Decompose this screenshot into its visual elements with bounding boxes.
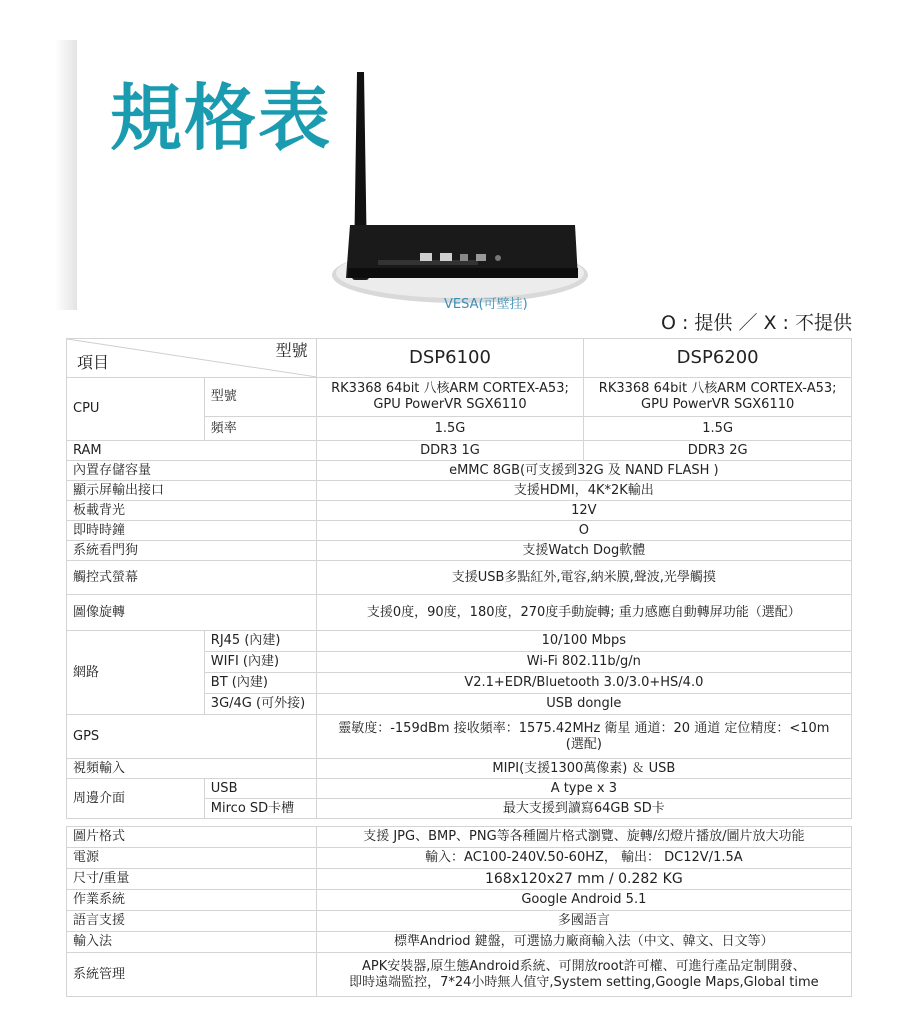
- spec-label: 圖片格式: [67, 827, 317, 848]
- network-sub-label: 3G/4G (可外接): [204, 694, 316, 715]
- media-box-icon: [346, 225, 578, 278]
- cpu-freq-dsp6100: 1.5G: [316, 417, 584, 441]
- spec-value: 168x120x27 mm / 0.282 KG: [316, 869, 851, 890]
- spec-label: 板載背光: [67, 501, 317, 521]
- spec-label: 系統看門狗: [67, 541, 317, 561]
- gps-label: GPS: [67, 715, 317, 759]
- spec-label: 尺寸/重量: [67, 869, 317, 890]
- spec-value: 支援HDMI，4K*2K輸出: [316, 481, 851, 501]
- spec-label: 電源: [67, 848, 317, 869]
- spec-label: 內置存儲容量: [67, 461, 317, 481]
- spacer-row: [67, 819, 852, 827]
- page-title: 規格表: [110, 76, 333, 160]
- video-value: MIPI(支援1300萬像素) ＆ USB: [316, 759, 851, 779]
- network-value: V2.1+EDR/Bluetooth 3.0/3.0+HS/4.0: [316, 673, 851, 694]
- sysmgmt-value: APK安裝器,原生態Android系統、可開放root許可權、可進行產品定制開發、 即時遠端監控，7*24小時無人值守,System setting,Google Maps,Global time: [316, 953, 851, 997]
- spec-value: 標準Andriod 鍵盤，可選協力廠商輸入法（中文、韓文、日文等）: [316, 932, 851, 953]
- spec-table: [66, 338, 852, 997]
- peripheral-value: 最大支援到讀寫64GB SD卡: [316, 799, 851, 819]
- spec-value: Google Android 5.1: [316, 890, 851, 911]
- header-diagonal-cell: [67, 339, 317, 378]
- network-label: 網路: [67, 631, 205, 715]
- cpu-model-label: 型號: [204, 378, 316, 417]
- rotate-label: 圖像旋轉: [67, 595, 317, 631]
- spec-label: 即時時鐘: [67, 521, 317, 541]
- spec-value: 多國語言: [316, 911, 851, 932]
- spec-label: 作業系統: [67, 890, 317, 911]
- network-sub-label: BT (內建): [204, 673, 316, 694]
- spec-value: 12V: [316, 501, 851, 521]
- cpu-label: CPU: [67, 378, 205, 441]
- spec-value: O: [316, 521, 851, 541]
- legend: O : 提供 ／ X : 不提供: [660, 312, 852, 334]
- cpu-freq-dsp6200: 1.5G: [584, 417, 852, 441]
- peripheral-value: A type x 3: [316, 779, 851, 799]
- cpu-model-dsp6100: RK3368 64bit 八核ARM CORTEX-A53; GPU PowerVR SGX6110: [316, 378, 584, 417]
- sysmgmt-label: 系統管理: [67, 953, 317, 997]
- touch-value: 支援USB多點紅外,電容,納米膜,聲波,光學觸摸: [316, 561, 851, 595]
- network-sub-label: WIFI (內建): [204, 652, 316, 673]
- video-label: 視頻輸入: [67, 759, 317, 779]
- spec-value: 輸入：AC100-240V.50-60HZ， 輸出： DC12V/1.5A: [316, 848, 851, 869]
- model-header-dsp6200: DSP6200: [584, 339, 852, 378]
- cpu-model-dsp6200: RK3368 64bit 八核ARM CORTEX-A53; GPU PowerVR SGX6110: [584, 378, 852, 417]
- network-value: USB dongle: [316, 694, 851, 715]
- model-header-dsp6100: DSP6100: [316, 339, 584, 378]
- vesa-caption: VESA(可壁挂): [444, 297, 528, 312]
- ram-dsp6200: DDR3 2G: [584, 441, 852, 461]
- header-model-label: 型號: [275, 341, 308, 360]
- spec-label: 顯示屏輸出接口: [67, 481, 317, 501]
- peripheral-sub-label: USB: [204, 779, 316, 799]
- header-item-label: 項目: [77, 353, 110, 372]
- rotate-value: 支援0度，90度，180度，270度手動旋轉; 重力感應自動轉屏功能（選配）: [316, 595, 851, 631]
- cpu-freq-label: 頻率: [204, 417, 316, 441]
- gps-value: 靈敏度：-159dBm 接收頻率：1575.42MHz 衛星 通道：20 通道 定位精度：<10m (選配): [316, 715, 851, 759]
- network-sub-label: RJ45 (內建): [204, 631, 316, 652]
- touch-label: 觸控式螢幕: [67, 561, 317, 595]
- decorative-side-bar: [55, 40, 77, 310]
- ram-dsp6100: DDR3 1G: [316, 441, 584, 461]
- network-value: Wi-Fi 802.11b/g/n: [316, 652, 851, 673]
- peripheral-sub-label: Mirco SD卡槽: [204, 799, 316, 819]
- product-image: [320, 60, 590, 315]
- spec-value: 支援 JPG、BMP、PNG等各種圖片格式瀏覽、旋轉/幻燈片播放/圖片放大功能: [316, 827, 851, 848]
- spec-value: 支援Watch Dog軟體: [316, 541, 851, 561]
- ram-label: RAM: [67, 441, 317, 461]
- spec-label: 語言支援: [67, 911, 317, 932]
- spec-value: eMMC 8GB(可支援到32G 及 NAND FLASH ): [316, 461, 851, 481]
- peripheral-label: 周邊介面: [67, 779, 205, 819]
- network-value: 10/100 Mbps: [316, 631, 851, 652]
- spec-label: 輸入法: [67, 932, 317, 953]
